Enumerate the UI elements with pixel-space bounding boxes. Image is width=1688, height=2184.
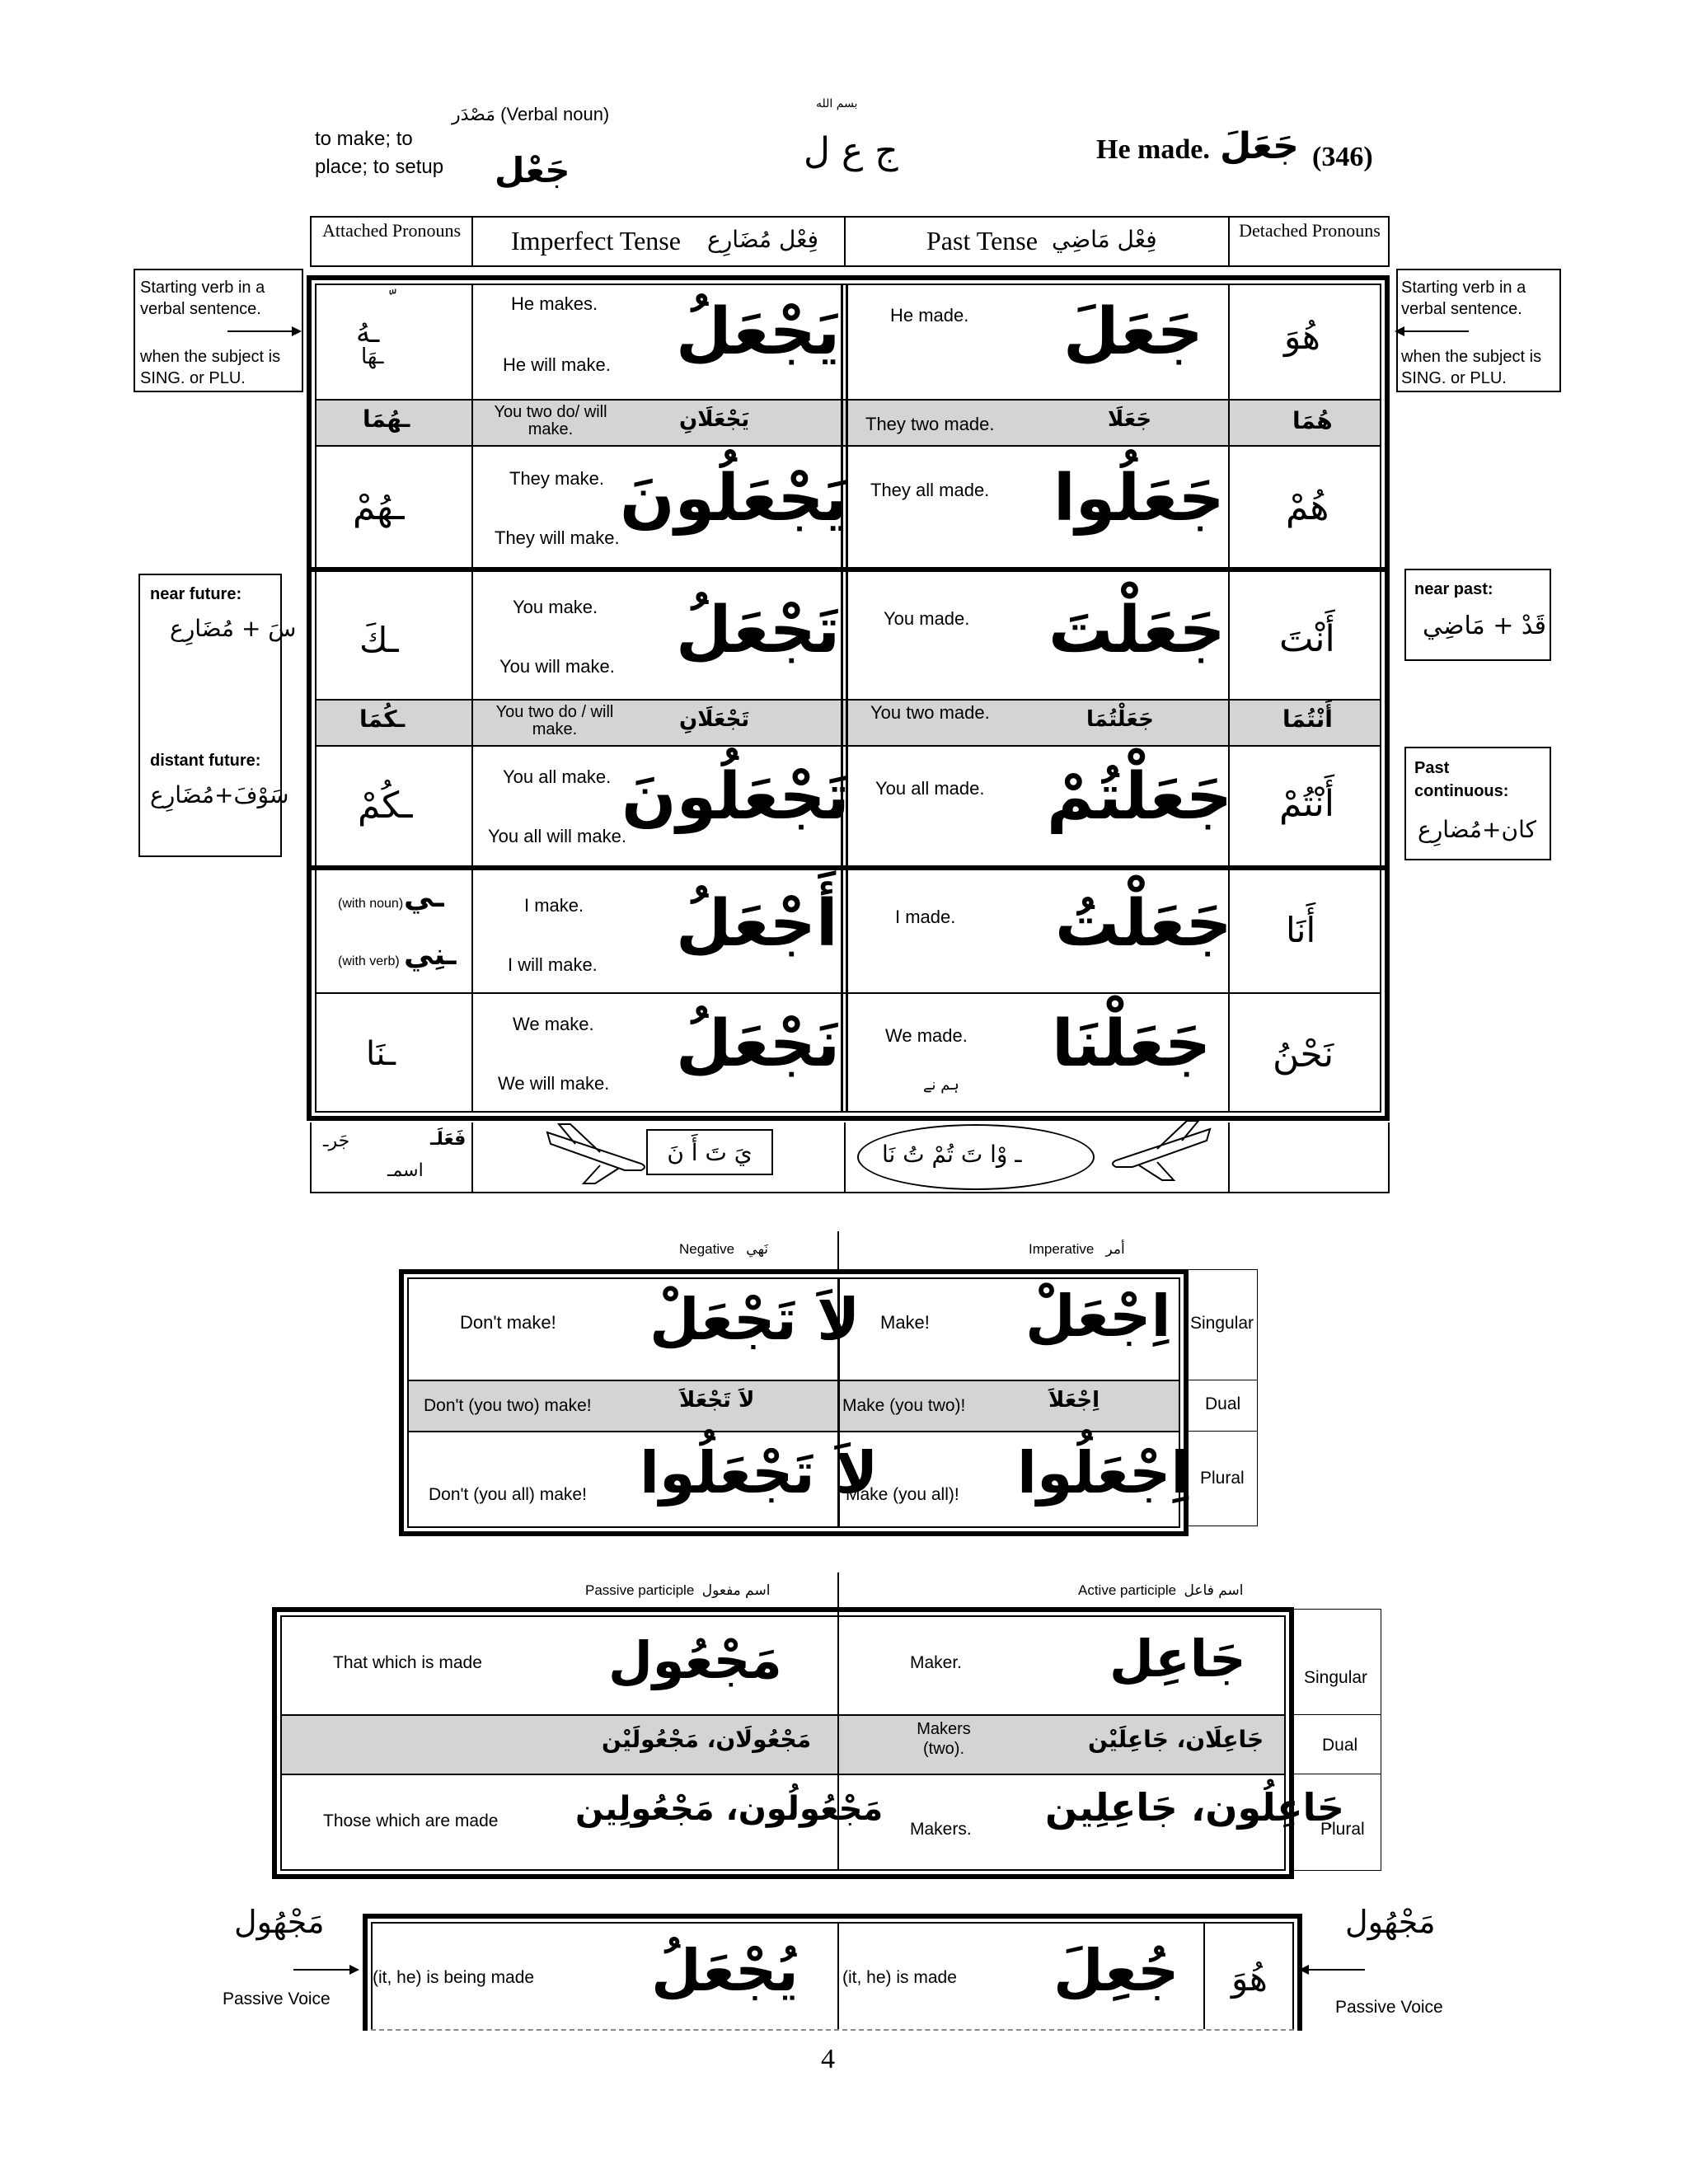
passive-label-en: Passive Voice xyxy=(223,1990,331,2008)
suffix-letters: ـ وْا تَ تُمْ تُ نَا xyxy=(882,1141,1022,1168)
detached-pronoun: أَنْتُمَا xyxy=(1282,705,1333,733)
attached-pronoun: ـكُمَا xyxy=(359,705,406,733)
imperfect-ar: تَجْعَلَانِ xyxy=(679,707,750,732)
passive-label-ar: مَجْهُول xyxy=(1345,1904,1436,1940)
negative-en: Don't (you two) make! xyxy=(424,1396,592,1415)
past-ar: جَعَلَ xyxy=(1063,295,1203,369)
past-ar: جَعَلْنَا xyxy=(1052,1007,1212,1081)
imperative-en: Make! xyxy=(880,1312,930,1333)
passive-label-ar: مَجْهُول xyxy=(234,1904,325,1940)
past-ar: جَعَلْتَ xyxy=(1048,593,1226,668)
past-en: We made. xyxy=(885,1025,968,1046)
passive-pronoun: هُوَ xyxy=(1231,1958,1268,1999)
imperative-ar: اِجْعَلْ xyxy=(1025,1282,1171,1350)
imperfect-en: I will make. xyxy=(508,954,598,975)
bismillah: بسم الله xyxy=(816,97,858,110)
past-en: You all made. xyxy=(875,778,985,799)
negative-en: Don't (you all) make! xyxy=(429,1485,587,1504)
col-imperfect-en: Imperfect Tense xyxy=(511,226,681,255)
arrow-left-icon xyxy=(1299,1961,1365,1978)
imperfect-en: We make. xyxy=(513,1014,594,1034)
imperative-ar: اِجْعَلُوا xyxy=(1017,1439,1191,1507)
masdar-label: مَصْدَر (Verbal noun) xyxy=(452,104,610,125)
imperfect-ar: يَجْعَلُ xyxy=(676,295,841,369)
col-past-ar: فِعْل مَاضِي xyxy=(1052,226,1157,253)
letters-note: فَعَلَـ xyxy=(430,1129,467,1150)
imperfect-ar: يَجْعَلُونَ xyxy=(620,462,848,536)
attached-pronoun: ـكُمْ xyxy=(358,785,413,827)
past-continuous-note: Past continuous: كان+مُضارِع xyxy=(1404,747,1551,860)
past-note: ہم نے xyxy=(923,1076,959,1094)
near-past-note: near past: قَدْ + مَاضِي xyxy=(1404,569,1551,661)
detached-pronoun: هُمْ xyxy=(1286,486,1329,528)
imperfect-ar: تَجْعَلُونَ xyxy=(621,760,850,834)
arrow-left-icon xyxy=(1395,323,1469,340)
number-label: Dual xyxy=(1322,1736,1358,1755)
negative-ar: لاَ تَجْعَلاَ xyxy=(679,1388,755,1413)
attached-pronoun: ـهُمَا xyxy=(363,405,410,433)
active-ar: جَاعِل xyxy=(1109,1629,1246,1689)
attached-note: (with noun) xyxy=(338,897,404,911)
passive-en: That which is made xyxy=(333,1653,482,1672)
masdar: جَعْل xyxy=(495,150,570,190)
past-en: They all made. xyxy=(870,480,990,500)
past-ar: جَعَلْتُمْ xyxy=(1047,760,1233,834)
imperfect-en: They will make. xyxy=(495,527,620,548)
past-ar: جَعَلْتُمَا xyxy=(1086,707,1154,732)
dual-row-bg xyxy=(316,699,1380,745)
side-note-right: Starting verb in a verbal sentence. when the subject is SING. or PLU. xyxy=(1396,269,1561,392)
imperfect-en: You two do/ will make. xyxy=(494,403,607,438)
number-label: Singular xyxy=(1304,1668,1368,1687)
past-en: They two made. xyxy=(865,414,995,434)
attached-pronoun: ـي xyxy=(404,880,444,914)
imperfect-en: We will make. xyxy=(498,1073,610,1094)
detached-pronoun: هُمَا xyxy=(1292,407,1333,434)
imperfect-en: You all make. xyxy=(503,766,612,787)
imperfect-ar: يَجْعَلَانِ xyxy=(679,407,750,432)
negative-label: Negative نَهي xyxy=(679,1241,769,1258)
active-participle-label: Active participle اسم فاعل xyxy=(1078,1582,1244,1599)
attached-pronoun: ـنَا xyxy=(366,1035,396,1073)
imperfect-en: He will make. xyxy=(503,354,611,375)
passive-label-en: Passive Voice xyxy=(1335,1998,1443,2017)
number-label: Plural xyxy=(1200,1469,1245,1488)
imperfect-en: You all will make. xyxy=(488,826,626,846)
past-en: You two made. xyxy=(870,702,990,723)
past-en: He made. xyxy=(890,305,969,326)
letters-note: اسمـ xyxy=(387,1160,424,1181)
plane-icon xyxy=(1108,1116,1215,1182)
negative-en: Don't make! xyxy=(460,1312,556,1333)
passive-past-ar: جُعِلَ xyxy=(1053,1937,1179,2004)
detached-pronoun: نَحْنُ xyxy=(1273,1033,1334,1076)
attached-pronoun: ـهُمْ xyxy=(353,486,405,528)
arrow-right-icon xyxy=(293,1961,359,1978)
imperative-en: Make (you two)! xyxy=(842,1396,966,1415)
negative-ar: لاَ تَجْعَلُوا xyxy=(640,1439,879,1507)
negative-ar: لاَ تَجْعَلْ xyxy=(649,1286,860,1353)
active-ar: جَاعِلُون، جَاعِلِين xyxy=(1045,1785,1345,1830)
past-ar: جَعَلَا xyxy=(1108,407,1152,432)
detached-pronoun: هُوَ xyxy=(1284,316,1320,357)
attached-pronoun: ـهَا xyxy=(361,344,384,369)
passive-en: Those which are made xyxy=(323,1811,499,1830)
side-note-left: Starting verb in a verbal sentence. when the subject is SING. or PLU. xyxy=(134,269,303,392)
imperfect-en: You make. xyxy=(513,597,598,617)
imperative-label: Imperative أمر xyxy=(1029,1241,1125,1258)
attached-pronoun: ـنِي xyxy=(404,938,457,972)
imperfect-en: He makes. xyxy=(511,293,598,314)
imperfect-ar: نَجْعَلُ xyxy=(676,1007,841,1081)
imperative-ar: اِجْعَلاَ xyxy=(1048,1388,1100,1413)
arrow-right-icon xyxy=(227,323,302,340)
detached-pronoun: أَنْتَ xyxy=(1279,618,1335,660)
attached-note: (with verb) xyxy=(338,954,400,968)
col-attached: Attached Pronouns xyxy=(321,220,462,241)
attached-pronoun: ـكَ xyxy=(359,620,399,660)
page-number: 4 xyxy=(821,2044,835,2074)
meaning: to make; to place; to setup xyxy=(315,128,444,178)
active-en: Maker. xyxy=(910,1653,963,1672)
detached-pronoun: أَنَا xyxy=(1286,910,1316,950)
future-note: near future: سَ + مُضَارِع distant future: سَوْفَ+مُضَارِع xyxy=(138,574,282,857)
prefix-letters-box: يَ تَ أَ نَ xyxy=(646,1129,773,1175)
title-en: He made. xyxy=(1096,134,1210,165)
number-label: Dual xyxy=(1205,1394,1241,1413)
active-en: Makers. xyxy=(910,1820,972,1839)
imperative-en: Make (you all)! xyxy=(846,1485,959,1504)
imperfect-en: You will make. xyxy=(499,656,615,677)
active-ar: جَاعِلَان، جَاعِلَيْن xyxy=(1088,1726,1264,1753)
imperfect-en: They make. xyxy=(509,468,604,489)
attached-pronoun: ـهُ xyxy=(356,316,380,349)
title-ar: جَعَلَ xyxy=(1220,125,1299,167)
entry-number: (346) xyxy=(1312,142,1373,172)
passive-participle-label: Passive participle اسم مفعول xyxy=(585,1582,771,1599)
imperfect-en: You two do / will make. xyxy=(495,703,614,738)
root-letters: ج ع ل xyxy=(804,130,898,172)
col-detached: Detached Pronouns xyxy=(1239,220,1381,241)
number-label: Singular xyxy=(1190,1314,1254,1333)
passive-ar: مَجْعُولُون، مَجْعُولِين xyxy=(575,1790,884,1828)
passive-ar: مَجْعُول xyxy=(608,1630,782,1690)
col-imperfect-ar: فِعْل مُضَارِع xyxy=(707,226,819,253)
past-en: You made. xyxy=(884,608,970,629)
past-ar: جَعَلُوا xyxy=(1053,462,1225,536)
past-en: I made. xyxy=(895,907,956,927)
active-en: Makers (two). xyxy=(917,1720,971,1758)
col-past-en: Past Tense xyxy=(926,226,1038,255)
plane-icon xyxy=(542,1119,649,1185)
passive-past-en: (it, he) is made xyxy=(842,1968,957,1987)
dual-row-bg xyxy=(316,399,1380,445)
passive-imperfect-ar: يُجْعَلُ xyxy=(651,1937,799,2004)
past-ar: جَعَلْتُ xyxy=(1055,887,1232,961)
imperfect-en: I make. xyxy=(524,895,584,916)
detached-pronoun: أَنْتُمْ xyxy=(1279,783,1335,825)
letters-note: جَرـ xyxy=(323,1131,350,1151)
number-label: Plural xyxy=(1320,1820,1365,1839)
imperfect-ar: أَجْعَلُ xyxy=(676,887,838,961)
passive-imperfect-en: (it, he) is being made xyxy=(373,1968,535,1987)
imperfect-ar: تَجْعَلُ xyxy=(676,593,841,668)
passive-ar: مَجْعُولَان، مَجْعُولَيْن xyxy=(602,1726,812,1753)
